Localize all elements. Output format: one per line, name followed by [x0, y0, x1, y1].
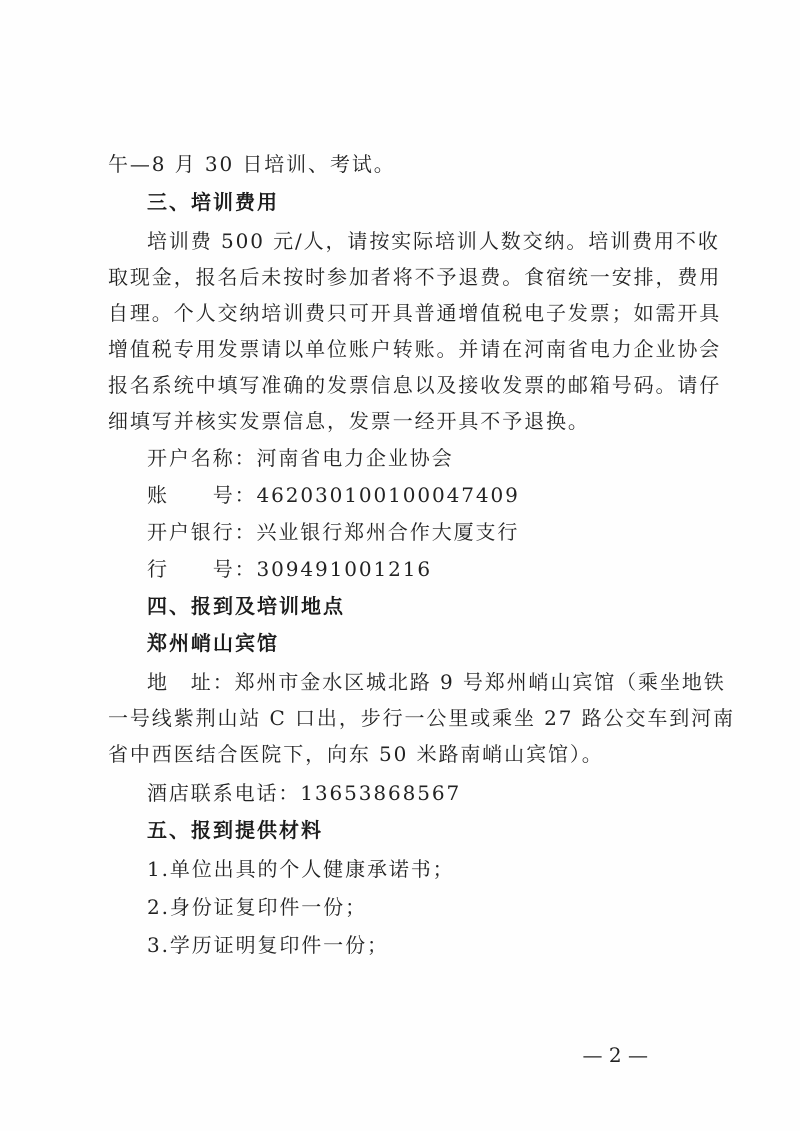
paragraph-line: 取现金，报名后未按时参加者将不予退费。食宿统一安排，费用 [108, 265, 722, 289]
list-item: 2.身份证复印件一份； [147, 895, 367, 919]
paragraph-line: 报名系统中填写准确的发票信息以及接收发票的邮箱号码。请仔 [108, 373, 722, 397]
section-heading-materials: 五、报到提供材料 [147, 818, 323, 842]
list-item: 1.单位出具的个人健康承诺书； [147, 857, 455, 881]
page-number: — 2 — [582, 1043, 648, 1067]
section-heading-location: 四、报到及培训地点 [147, 594, 345, 618]
address-line: 地 址：郑州市金水区城北路 9 号郑州峭山宾馆（乘坐地铁 [147, 670, 726, 694]
bank-name-line: 开户银行：兴业银行郑州合作大厦支行 [147, 520, 520, 544]
address-line: 省中西医结合医院下，向东 50 米路南峭山宾馆）。 [108, 742, 604, 766]
account-number-line: 账 号：462030100100047409 [147, 483, 520, 507]
list-item: 3.学历证明复印件一份； [147, 933, 389, 957]
address-line: 一号线紫荆山站 C 口出，步行一公里或乘坐 27 路公交车到河南 [108, 706, 735, 730]
paragraph-line: 增值税专用发票请以单位账户转账。并请在河南省电力企业协会 [108, 337, 722, 361]
paragraph-line: 细填写并核实发票信息，发票一经开具不予退换。 [108, 409, 590, 433]
hotel-name: 郑州峭山宾馆 [147, 631, 279, 655]
section-heading-fees: 三、培训费用 [147, 190, 279, 214]
account-name-line: 开户名称：河南省电力企业协会 [147, 446, 454, 470]
paragraph-line: 午—8 月 30 日培训、考试。 [108, 152, 396, 176]
bank-code-line: 行 号：309491001216 [147, 557, 432, 581]
hotel-phone-line: 酒店联系电话：13653868567 [147, 781, 462, 805]
paragraph-line: 培训费 500 元/人，请按实际培训人数交纳。培训费用不收 [147, 229, 720, 253]
paragraph-line: 自理。个人交纳培训费只可开具普通增值税电子发票；如需开具 [108, 301, 722, 325]
